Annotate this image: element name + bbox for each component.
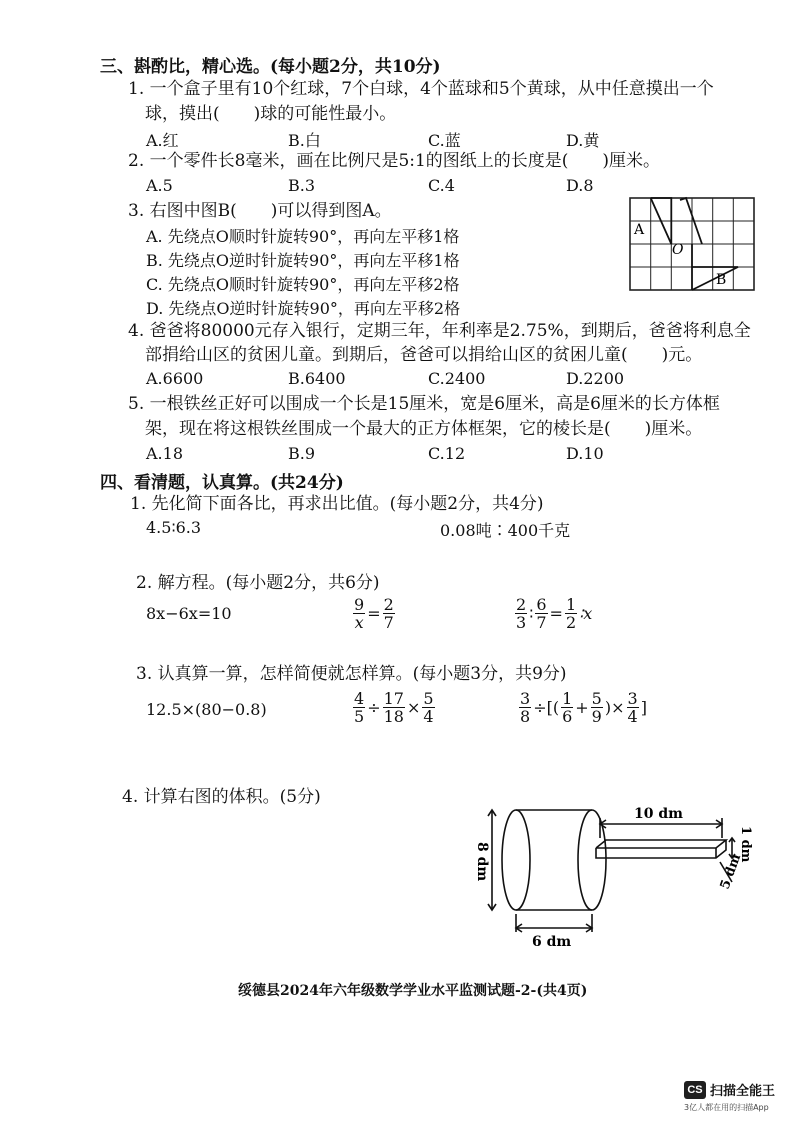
numerator: 3	[520, 689, 531, 708]
denominator: 8	[520, 707, 531, 726]
figure-label-b: B	[716, 272, 727, 288]
fraction	[383, 690, 405, 725]
denominator: x	[354, 613, 364, 632]
q4-option-b: B.6400	[288, 369, 346, 388]
expression-2	[352, 690, 436, 725]
numerator: 17	[383, 689, 404, 708]
q4-option-c: C.2400	[428, 369, 486, 388]
fraction	[353, 596, 365, 631]
question-4-line1: 4. 爸爸将80000元存入银行，定期三年，年利率是2.75%，到期后，爸爸将利息全	[128, 321, 751, 341]
cs-logo-icon: CS	[684, 1081, 706, 1099]
numerator: 5	[591, 689, 602, 708]
part-2-title: 2. 解方程。(每小题2分，共6分)	[136, 573, 380, 593]
dim-height-label: 8 dm	[474, 842, 490, 882]
q4-option-a: A.6600	[146, 369, 204, 388]
denominator: 7	[536, 613, 547, 632]
q3-option-d: D. 先绕点O逆时针旋转90°，再向左平移2格	[146, 299, 461, 318]
ratio-colon: ∶	[529, 604, 534, 623]
scanner-watermark	[684, 1080, 775, 1099]
ratio-item-1: 4.5∶6.3	[146, 518, 202, 537]
fraction	[535, 596, 547, 631]
q3-option-a: A. 先绕点O顺时针旋转90°，再向左平移1格	[146, 227, 460, 246]
numerator: 2	[516, 595, 527, 614]
page-footer: 绥德县2024年六年级数学学业水平监测试题-2-(共4页)	[238, 983, 588, 999]
q5-option-a: A.18	[146, 444, 183, 463]
question-5-line1: 5. 一根铁丝正好可以围成一个长是15厘米，宽是6厘米，高是6厘米的长方体框	[128, 394, 720, 414]
divide-bracket: ÷[(	[533, 698, 560, 717]
fraction	[561, 690, 573, 725]
fraction	[383, 596, 395, 631]
q1-option-d: D.黄	[566, 131, 600, 150]
equation-1: 8x−6x=10	[146, 604, 232, 623]
ratio-item-2: 0.08吨∶400千克	[440, 521, 571, 540]
q1-option-a: A.红	[146, 131, 179, 150]
fraction	[422, 690, 434, 725]
numerator: 1	[565, 595, 577, 614]
numerator: 3	[627, 689, 638, 708]
numerator: 5	[423, 689, 434, 708]
q5-option-d: D.10	[566, 444, 604, 463]
question-1-line2: 球，摸出( )球的可能性最小。	[145, 104, 397, 124]
question-4-line2: 部捐给山区的贫困儿童。到期后，爸爸可以捐给山区的贫困儿童( )元。	[145, 345, 703, 365]
denominator: 5	[354, 707, 365, 726]
fraction	[519, 690, 531, 725]
question-5-line2: 架，现在将这根铁丝围成一个最大的正方体框架，它的棱长是( )厘米。	[145, 419, 703, 439]
denominator: 9	[591, 707, 602, 726]
denominator: 4	[627, 707, 638, 726]
q1-option-b: B.白	[288, 131, 321, 150]
equals-sign: =	[549, 604, 563, 623]
dim-width-label: 6 dm	[532, 934, 572, 950]
numerator: 9	[354, 595, 365, 614]
equals-sign: =	[367, 604, 381, 623]
expression-1: 12.5×(80−0.8)	[146, 700, 267, 719]
denominator: 7	[383, 613, 394, 632]
q2-option-b: B.3	[288, 176, 316, 195]
numerator: 1	[562, 689, 573, 708]
denominator: 18	[383, 707, 404, 726]
dim-length-label: 10 dm	[634, 806, 683, 822]
q4-option-d: D.2200	[566, 369, 625, 388]
numerator: 4	[354, 689, 365, 708]
part-1-title: 1. 先化简下面各比，再求出比值。(每小题2分，共4分)	[130, 494, 544, 514]
rotation-grid-figure	[628, 196, 756, 292]
denominator: 6	[562, 707, 573, 726]
divide-sign: ÷	[367, 698, 381, 717]
q1-option-c: C.蓝	[428, 131, 461, 150]
figure-label-o: O	[672, 242, 684, 258]
denominator: 3	[516, 613, 527, 632]
numerator: 2	[383, 595, 394, 614]
equation-2	[352, 596, 396, 631]
closing-bracket: ]	[640, 698, 647, 717]
numerator: 6	[536, 595, 547, 614]
denominator: 4	[423, 707, 434, 726]
multiply-sign: ×	[406, 698, 421, 717]
part-4-title: 4. 计算右图的体积。(5分)	[122, 787, 321, 807]
dim-depth-label: 5 dm	[717, 852, 745, 892]
watermark-name: 扫描全能王	[710, 1084, 776, 1099]
part-3-title: 3. 认真算一算，怎样简便就怎样算。(每小题3分，共9分)	[136, 664, 567, 684]
expression-3	[518, 690, 648, 725]
q5-option-b: B.9	[288, 444, 316, 463]
q3-option-c: C. 先绕点O顺时针旋转90°，再向左平移2格	[146, 275, 460, 294]
q2-option-a: A.5	[146, 176, 173, 195]
multiply-paren: )×	[604, 698, 625, 717]
q2-option-d: D.8	[566, 176, 594, 195]
dim-thickness-label: 1 dm	[738, 826, 753, 863]
q3-option-b: B. 先绕点O逆时针旋转90°，再向左平移1格	[146, 251, 460, 270]
q5-option-c: C.12	[428, 444, 466, 463]
fraction	[515, 596, 527, 631]
equation-3	[514, 596, 593, 631]
fraction	[353, 690, 365, 725]
fraction	[591, 690, 603, 725]
denominator: 2	[565, 613, 577, 632]
section-four-title: 四、看清题，认真算。(共24分)	[100, 473, 344, 493]
ratio-tail: ∶x	[579, 604, 593, 623]
fraction	[627, 690, 639, 725]
section-three-title: 三、斟酌比，精心选。(每小题2分，共10分)	[100, 57, 441, 77]
question-2-line1: 2. 一个零件长8毫米，画在比例尺是5:1的图纸上的长度是( )厘米。	[128, 151, 661, 171]
watermark-tagline: 3亿人都在用的扫描App	[684, 1103, 769, 1112]
question-3-line1: 3. 右图中图B( )可以得到图A。	[128, 201, 392, 221]
cylinder-cuboid-figure	[470, 800, 770, 950]
figure-label-a: A	[634, 222, 645, 238]
plus-sign: +	[575, 698, 589, 717]
fraction	[565, 596, 577, 631]
question-1-line1: 1. 一个盒子里有10个红球，7个白球，4个蓝球和5个黄球，从中任意摸出一个	[128, 79, 714, 99]
q2-option-c: C.4	[428, 176, 455, 195]
